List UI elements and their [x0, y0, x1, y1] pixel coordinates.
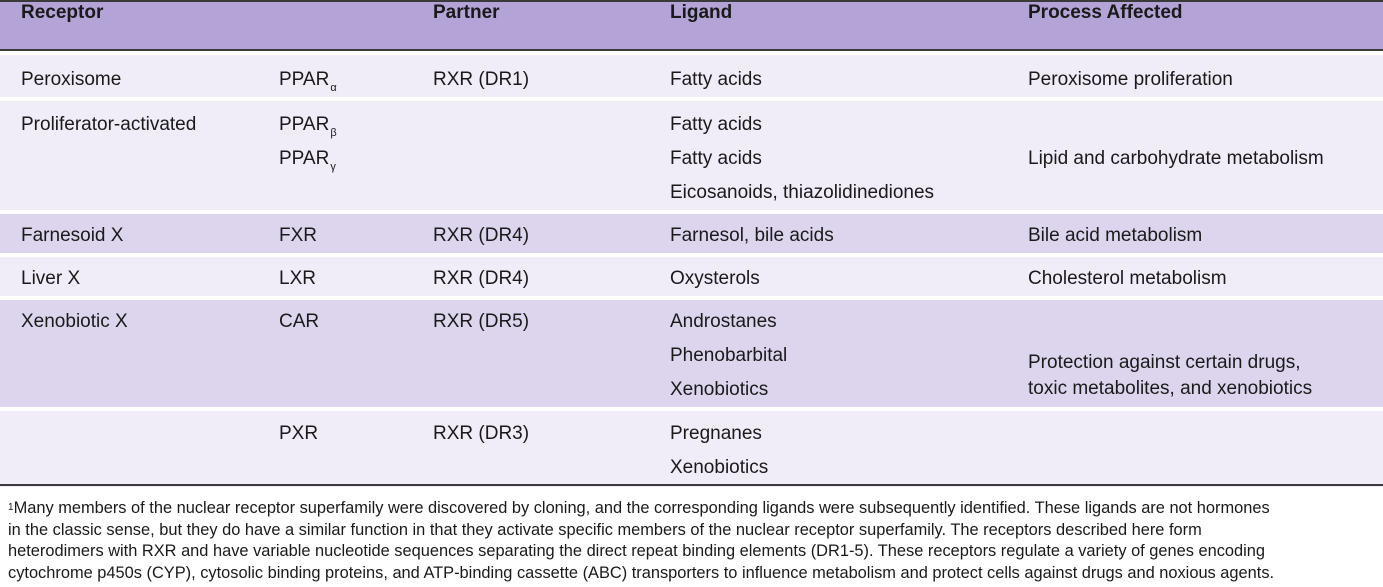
symbol-cell: FXR [279, 225, 317, 246]
table-row-ppar-alpha [0, 55, 1383, 97]
table-footnote [8, 498, 1380, 584]
ligand-cell: Androstanes [670, 311, 777, 332]
symbol-cell: PXR [279, 423, 319, 444]
table-row-car [0, 300, 1383, 407]
receptor-cell: Xenobiotic X [21, 311, 128, 332]
table-row-pxr [0, 411, 1383, 487]
receptor-cell: Peroxisome [21, 69, 122, 90]
process-cell [1028, 411, 1383, 487]
symbol-cell: LXR [279, 268, 316, 289]
ligand-cell: Xenobiotics [670, 457, 769, 478]
process-cell: Peroxisome proliferation [1028, 69, 1233, 90]
ligand-cell: Eicosanoids, thiazolidinediones [670, 182, 935, 203]
symbol-subscript: α [330, 82, 337, 94]
header-symbol [279, 1, 433, 50]
receptor-cell: Proliferator-activated [21, 114, 197, 135]
process-cell-line: toxic metabolites, and xenobiotics [1028, 378, 1313, 399]
header-partner: Partner [433, 1, 670, 50]
ligand-cell: Fatty acids [670, 114, 762, 135]
partner-cell: RXR (DR3) [433, 423, 530, 444]
table-row-ppar-beta-gamma [0, 101, 1383, 210]
process-cell: Bile acid metabolism [1028, 225, 1203, 246]
receptor-cell: Farnesoid X [21, 225, 124, 246]
partner-cell: RXR (DR5) [433, 311, 530, 332]
process-cell: Cholesterol metabolism [1028, 268, 1227, 289]
partner-cell: RXR (DR1) [433, 69, 530, 90]
footnote-line: Many members of the nuclear receptor superfamily were discovered by cloning, and the corresponding ligands were subsequently identified. These ligands are not hormones [13, 499, 1270, 517]
process-cell: Lipid and carbohydrate metabolism [1028, 148, 1324, 169]
footnote-line: cytochrome p450s (CYP), cytosolic binding proteins, and ATP-binding cassette (ABC) transporters to influence metabolism and protect cells against drugs and noxious agents. [8, 563, 1275, 582]
partner-cell: RXR (DR4) [433, 225, 530, 246]
table-row-lxr [0, 257, 1383, 296]
symbol-subscript: γ [330, 161, 336, 173]
symbol-cell: CAR [279, 311, 320, 332]
receptor-cell: Liver X [21, 268, 81, 289]
partner-cell [433, 101, 670, 210]
ligand-cell: Oxysterols [670, 268, 760, 289]
process-cell-line: Protection against certain drugs, [1028, 352, 1301, 373]
ligand-cell: Farnesol, bile acids [670, 225, 834, 246]
table-bottom-rule [0, 484, 1383, 486]
symbol-subscript: β [330, 127, 337, 139]
ligand-cell: Pregnanes [670, 423, 762, 444]
ligand-cell: Xenobiotics [670, 379, 769, 400]
ligand-cell: Fatty acids [670, 69, 762, 90]
header-ligand: Ligand [670, 1, 1028, 50]
footnote-line: heterodimers with RXR and have variable nucleotide sequences separating the direct repeat binding elements (DR1-5). These receptors regulate a variety of genes encoding [8, 542, 1266, 561]
footnote-line: in the classic sense, but they do have a similar function in that they activate specific members of the nuclear receptor superfamily. The receptors described here form [8, 520, 1202, 539]
footnote-marker: 1 [8, 502, 14, 513]
symbol-cell: $PPAR_\beta$ [279, 114, 337, 139]
symbol-cell: $PPAR_\gamma$ [279, 148, 336, 173]
table-header-row [0, 1, 1383, 50]
header-process: Process Affected [1028, 1, 1383, 50]
header-receptor: Receptor [0, 1, 279, 50]
table-row-fxr [0, 214, 1383, 253]
ligand-cell: Fatty acids [670, 148, 762, 169]
receptor-cell [0, 411, 279, 487]
symbol-cell: $PPAR_\alpha$ [279, 69, 337, 94]
ligand-cell: Phenobarbital [670, 345, 788, 366]
partner-cell: RXR (DR4) [433, 268, 530, 289]
